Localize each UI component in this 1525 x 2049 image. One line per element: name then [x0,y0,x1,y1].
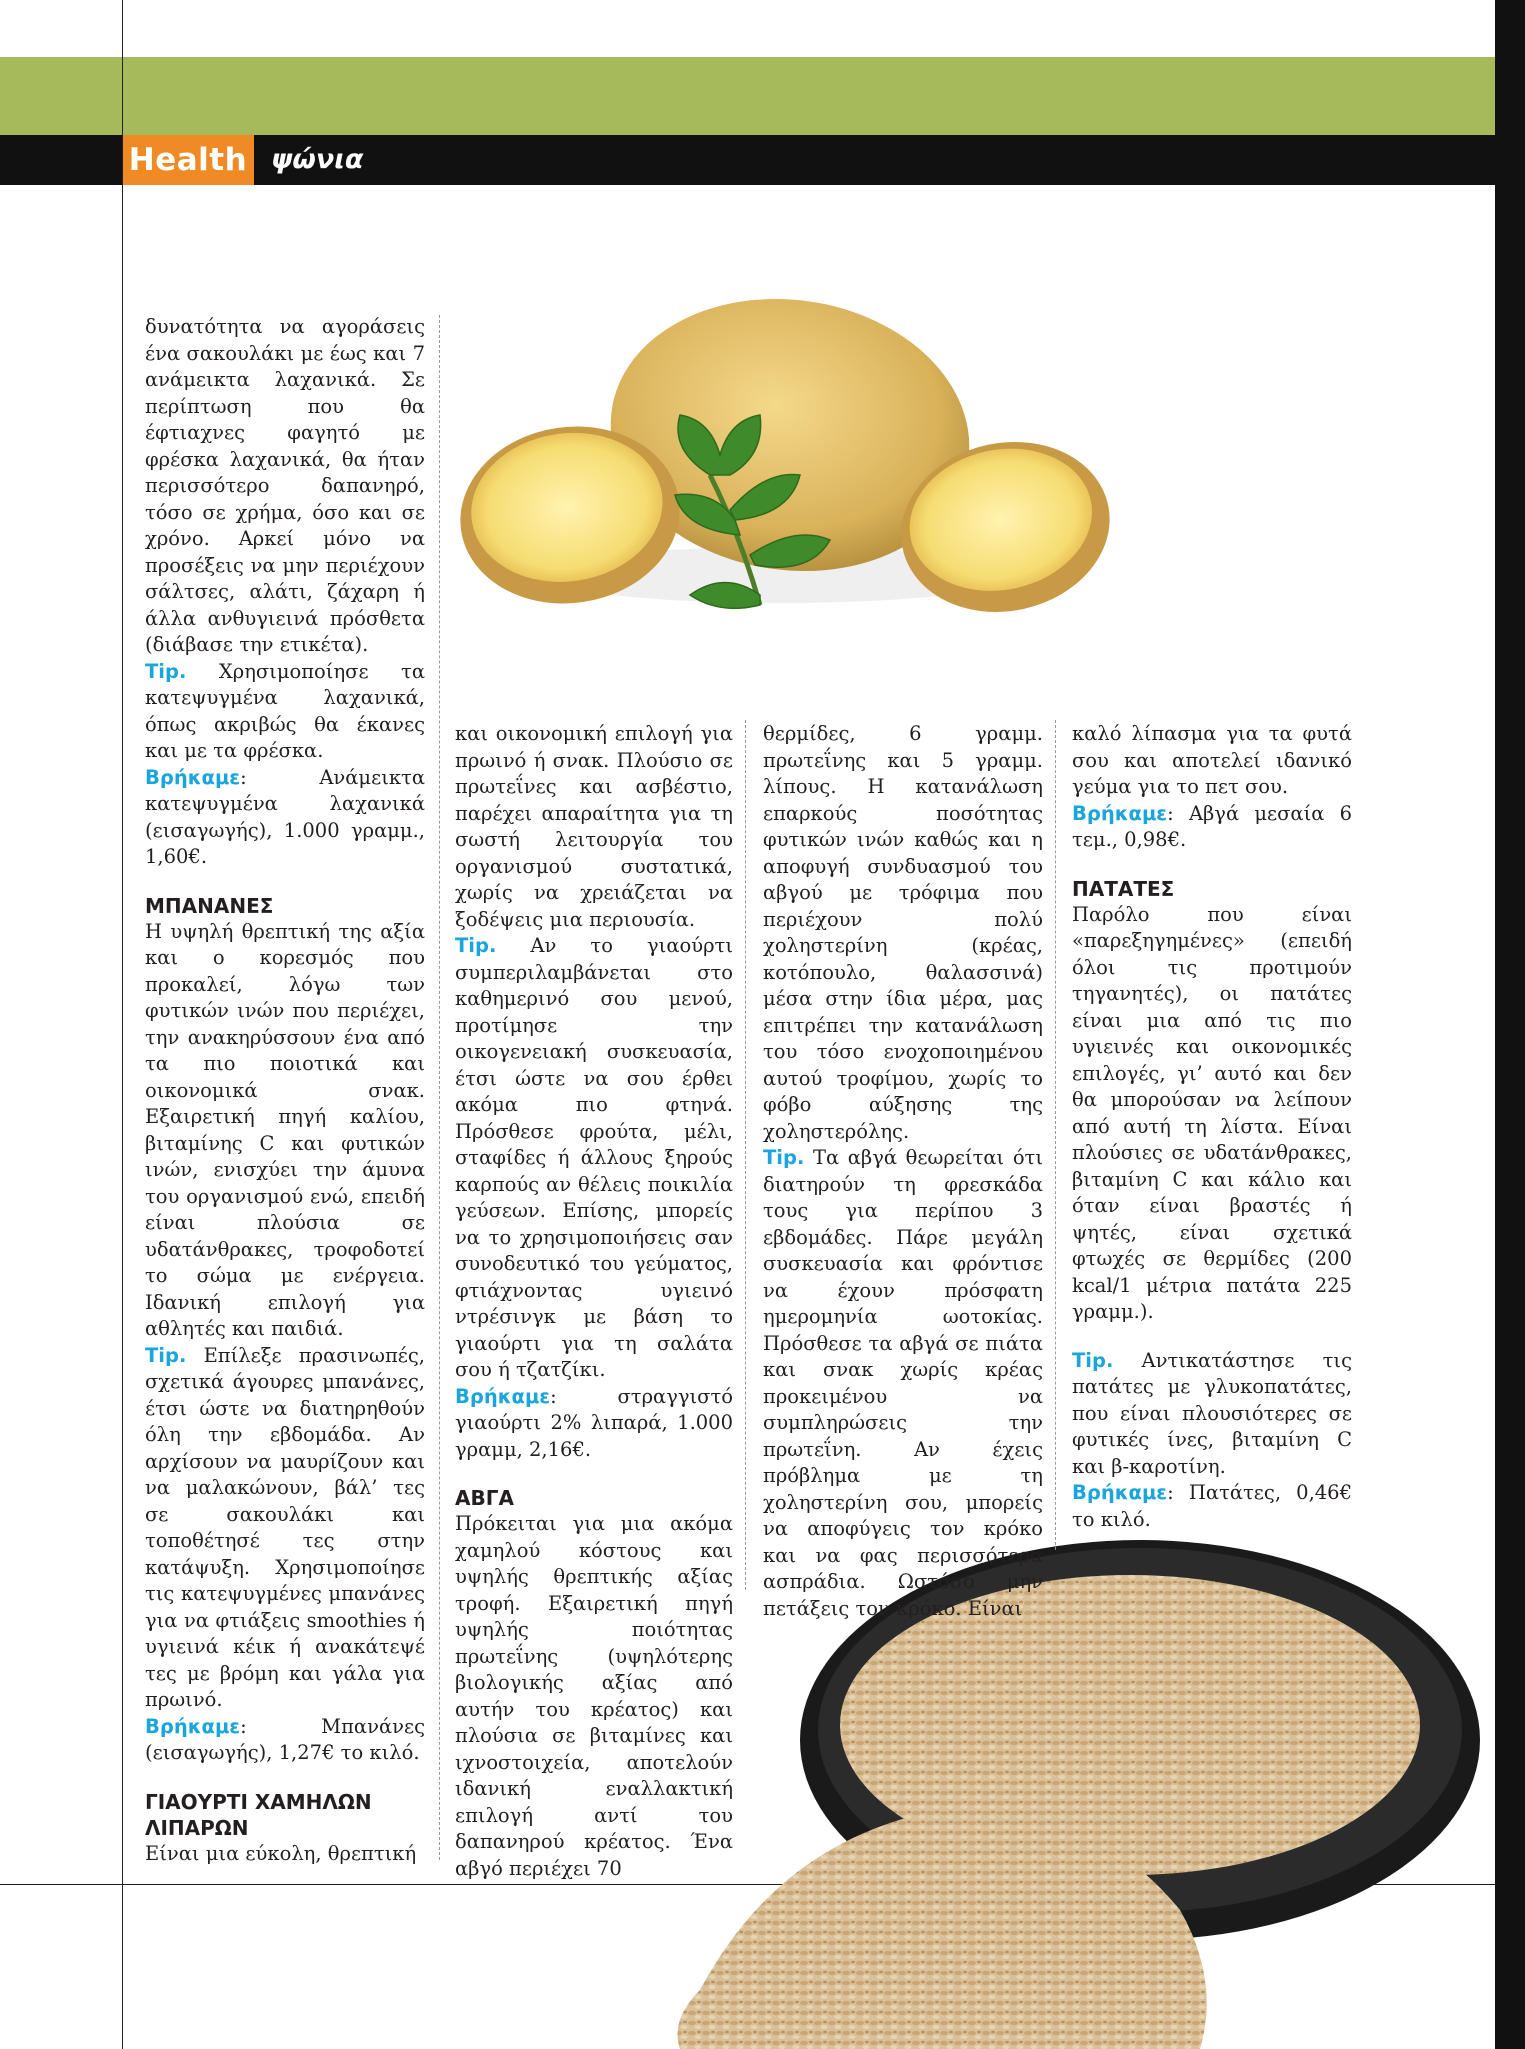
found-paragraph [1072,801,1352,854]
found-label: Βρήκαμε [455,1384,551,1408]
section-label: ψώνια [271,144,364,175]
found-paragraph [145,1714,425,1767]
tip-label: Tip. [1072,1348,1114,1372]
tip-paragraph [145,1343,425,1714]
found-text: : Πατάτες, 0,46€ το κιλό. [1072,1481,1352,1531]
article-paragraph: Παρόλο που είναι «παρεξηγημένες» (επειδή όλοι τις προτιμούν τηγανητές), οι πατάτες είναι μια από τις πιο υγιεινές και οικονομικές επιλογές, γι’ αυτό και δεν θα μπορούσαν να λείπουν από αυτή τη λίστα. Είναι πλούσιες σε υδατάνθρακες, βιταμίνη C και κάλιο και όταν είναι βραστές ή ψητές, είναι σχετικά φτωχές σε θερμίδες (200 kcal/1 μέτρια πατάτα 225 γραμμ.). [1072,902,1352,1323]
tip-label: Tip. [455,934,497,957]
magazine-section-brand: Health [122,135,254,185]
tip-label: Tip. [145,659,187,683]
found-label: Βρήκαμε [1072,1481,1168,1504]
article-paragraph: Η υψηλή θρεπτική της αξία και ο κορεσμός που προκαλεί, λόγω των φυτικών ινών που περιέχει, την ανακηρύσσουν ένα από τα πιο ποιοτικά και οικονομικά σνακ. Εξαιρετική πηγή καλίου, βιταμίνης C και φυτικών ινών, ενισχύει την άμυνα του οργανισμού ενώ, επειδή είναι πλούσια σε υδατάνθρακες, τροφοδοτεί το σώμα με ενέργεια. Ιδανική επιλογή για αθλητές και παιδιά. [145,919,425,1340]
article-column-3 [763,721,1043,1622]
section-heading-eggs: ΑΒΓΑ [455,1486,514,1510]
found-text: : Μπανάνες (εισαγωγής), 1,27€ το κιλό. [145,1714,425,1764]
found-text: : Ανάμεικτα κατεψυγμένα λαχανικά (εισαγωγής), 1.000 γραμμ., 1,60€. [145,765,425,868]
found-text: : Αβγά μεσαία 6 τεμ., 0,98€. [1072,801,1352,851]
found-label: Βρήκαμε [1072,801,1168,825]
found-text: : στραγγιστό γιαούρτι 2% λιπαρά, 1.000 γραμμ, 2,16€. [455,1384,733,1461]
tip-paragraph [763,1145,1043,1622]
article-paragraph: θερμίδες, 6 γραμμ. πρωτεΐνης και 5 γραμμ. λίπους. Η κατανάλωση επαρκούς ποσότητας φυτικών ινών καθώς και η αποφυγή συνδυασμού του αβγού με τρόφιμα που περιέχουν πολύ χοληστερίνη (κρέας, κοτόπουλο, θαλασσινά) μέσα στην ίδια μέρα, μας επιτρέπει την κατανάλωση του τόσο ενοχοποιημένου αυτού τροφίμου, χωρίς το φόβο αύξησης της χοληστερόλης. [763,722,1043,1143]
tip-paragraph [1072,1348,1352,1481]
article-paragraph: και οικονομική επιλογή για πρωινό ή σνακ. Πλούσιο σε πρωτεΐνες και ασβέστιο, παρέχει απαραίτητα για τη σωστή λειτουργία του οργανισμού συστατικά, χωρίς να χρειάζεται να ξοδέψεις μια περιουσία. [455,722,733,931]
article-paragraph: Είναι μια εύκολη, θρεπτική [145,1841,417,1865]
article-column-2 [455,721,733,1882]
header-color-band [0,57,1495,135]
tip-text: Τα αβγά θεωρείται ότι διατηρούν τη φρεσκάδα τους για περίπου 3 εβδομάδες. Πάρε μεγάλη συσκευασία και φρόντισε να έχουν πρόσφατη ημερομηνία ωοτοκίας. Πρόσθεσε τα αβγά σε πιάτα και σνακ χωρίς κρέας προκειμένου να συμπληρώσεις την πρωτεΐνη. Αν έχεις πρόβλημα με τη χοληστερίνη σου, μπορείς να αποφύγεις τον κρόκο και να φας περισσότερα ασπράδια. Ωστόσο μην πετάξεις τον κρόκο. Είναι [763,1146,1043,1620]
tip-text: Αντικατάστησε τις πατάτες με γλυκοπατάτες, που είναι πλουσιότερες σε φυτικές ίνες, βιταμίνη C και β-καροτίνη. [1072,1348,1352,1478]
article-column-4 [1072,721,1352,1533]
article-paragraph: Πρόκειται για μια ακόμα χαμηλού κόστους και υψηλής θρεπτικής αξίας τροφή. Εξαιρετική πηγή υψηλής ποιότητας πρωτεΐνης (υψηλότερης βιολογικής αξίας από αυτήν του κρέατος) και πλούσια σε βιταμίνες και ιχνοστοιχεία, αποτελούν ιδανική εναλλακτική επιλογή αντί του δαπανηρού κρέατος. Ένα αβγό περιέχει 70 [455,1512,733,1880]
tip-text: Χρησιμοποίησε τα κατεψυγμένα λαχανικά, όπως ακριβώς θα έκανες και με τα φρέσκα. [145,659,425,762]
found-paragraph [455,1384,733,1464]
tip-text: Αν το γιαούρτι συμπεριλαμβάνεται στο καθημερινό σου μενού, προτίμησε την οικογενειακή συσκευασία, έτσι ώστε να σου έρθει ακόμα πιο φτηνά. Πρόσθεσε φρούτα, μέλι, σταφίδες ή άλλους ξηρούς καρπούς αν θέλεις ποικιλία γεύσεων. Επίσης, μπορείς να το χρησιμοποιήσεις σαν συνοδευτικό του γεύματος, φτιάχνοντας υγιεινό ντρέσινγκ με βάση το γιαούρτι για τη σαλάτα σου ή τζατζίκι. [455,934,733,1381]
found-label: Βρήκαμε [145,765,241,789]
found-paragraph [145,765,425,871]
article-paragraph: καλό λίπασμα για τα φυτά σου και αποτελεί ιδανικό γεύμα για το πετ σου. [1072,722,1352,798]
tip-label: Tip. [763,1146,805,1169]
found-paragraph [1072,1480,1352,1533]
section-heading-bananas: ΜΠΑΝΑΝΕΣ [145,893,274,918]
left-margin-rule [122,0,123,2049]
column-divider [745,720,746,1590]
section-heading-potatoes: ΠΑΤΑΤΕΣ [1072,876,1175,901]
tip-text: Επίλεξε πρασινωπές, σχετικά άγουρες μπανάνες, έτσι ώστε να διατηρηθούν όλη την εβδομάδα. Αν αρχίσουν να μαυρίζουν και να μαλακώνουν, βάλ’ τες σε σακουλάκι και τοποθέτησέ τες στην κατάψυξη. Χρησιμοποίησε τις κατεψυγμένες μπανάνες για να φτιάξεις smoothies ή υγιεινά κέικ ή ανακάτεψέ τες με βρόμη και γάλα για πρωινό. [145,1343,425,1711]
column-divider [439,315,440,1860]
tip-paragraph [455,933,733,1384]
found-label: Βρήκαμε [145,1714,241,1738]
article-column-1 [145,314,425,1867]
section-heading-yogurt: ΓΙΑΟΥΡΤΙ ΧΑΜΗΛΩΝ ΛΙΠΑΡΩΝ [145,1789,372,1840]
tip-label: Tip. [145,1343,187,1367]
article-paragraph: δυνατότητα να αγοράσεις ένα σακουλάκι με έως και 7 ανάμεικτα λαχανικά. Σε περίπτωση που θα έφτιαχνες φαγητό με φρέσκα λαχανικά, θα ήταν περισσότερο δαπανηρό, τόσο σε χρήμα, όσο και σε χρόνο. Αρκεί μόνο να προσέξεις να μην περιέχουν σάλτσες, αλάτι, ζάχαρη ή άλλα ανθυγιεινά πρόσθετα (διάβασε την ετικέτα). [145,315,425,656]
column-divider [1055,720,1056,1550]
tip-paragraph [145,659,425,765]
potato-photo [460,275,1110,695]
